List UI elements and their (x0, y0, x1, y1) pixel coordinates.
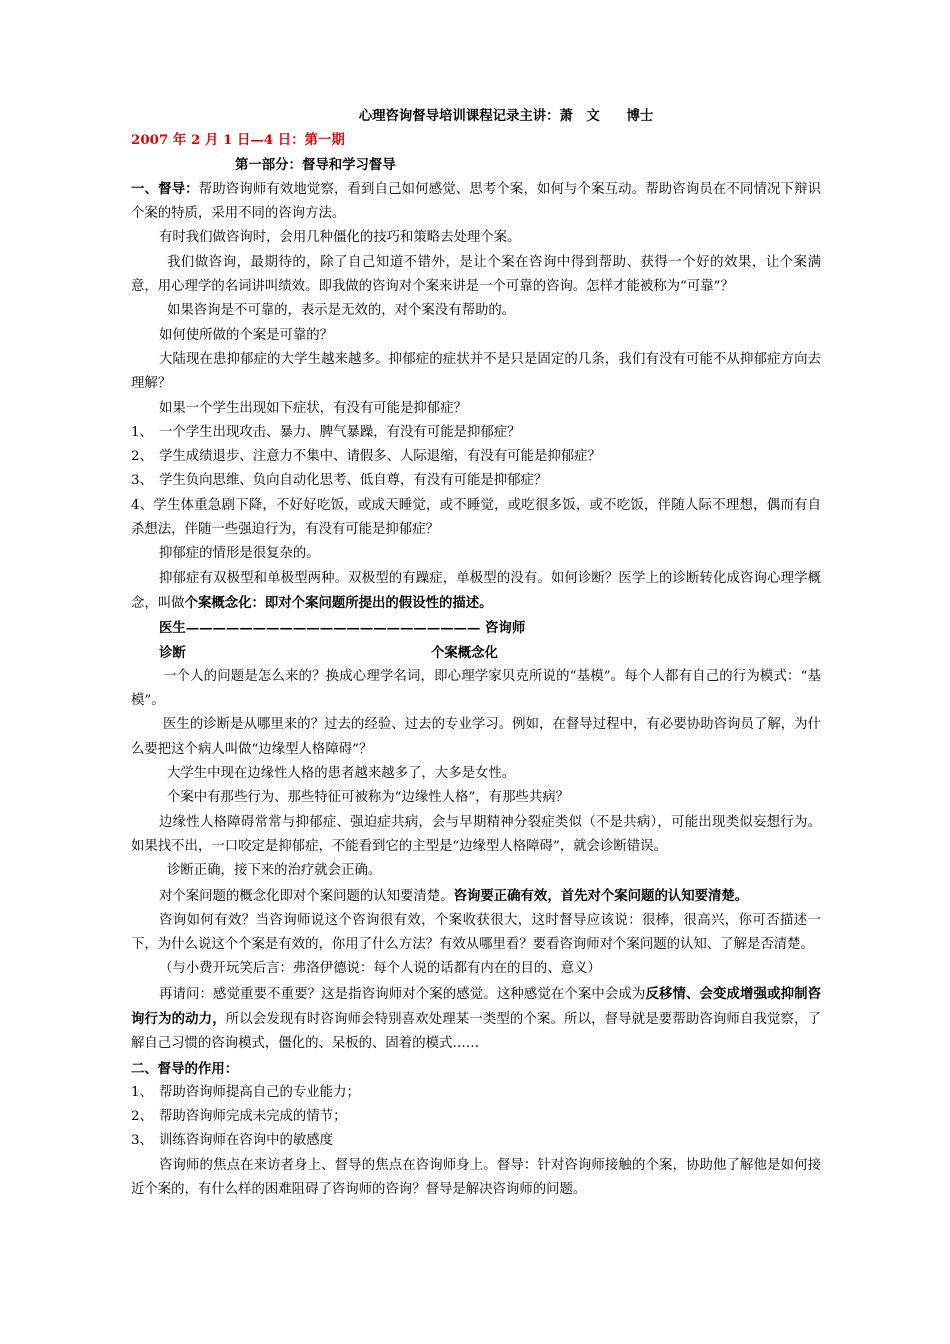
document-page (131, 104, 821, 1202)
list-item: 1、 帮助咨询师提高自己的专业能力； (131, 1084, 360, 1100)
supervision-definition-text: 帮助咨询师有效地觉察，看到自己如何感觉、思考个案，如何与个案互动。帮助咨询员在不同情况下辩识个案的特质，采用不同的咨询方法。 (131, 181, 822, 222)
session-date: 2007 年 2 月 1 日—4 日：第一期 (131, 132, 345, 149)
paragraph: 个案中有那些行为、那些特征可被称为“边缘性人格”，有那些共病？ (167, 790, 570, 806)
heading-supervision: 一、督导： (131, 180, 199, 197)
list-item: 3、 训练咨询师在咨询中的敏感度 (131, 1133, 334, 1149)
section-title: 第一部分：督导和学习督导 (235, 156, 396, 173)
doctor-counselor-comparison: 医生—————————————————————— 咨询师 (159, 620, 526, 637)
list-item: 2、 帮助咨询师完成未完成的情节； (131, 1109, 347, 1125)
paragraph: 如果一个学生出现如下症状，有没有可能是抑郁症？ (159, 400, 467, 416)
paragraph: 有时我们做咨询时，会用几种僵化的技巧和策略去处理个案。 (159, 230, 521, 246)
paragraph: 如何使所做的个案是可靠的？ (159, 327, 334, 343)
paragraph: 大学生中现在边缘性人格的患者越来越多了，大多是女性。 (167, 766, 516, 782)
paragraph: 我们做咨询，最期待的，除了自己知道不错外，是让个案在咨询中得到帮助、获得一个好的效果，让个案满意，用心理学的名词讲叫绩效。即我做的咨询对个案来讲是一个可靠的咨询。怎样才能被称为“可靠”？ (131, 254, 821, 295)
paragraph-case-conceptualization: 抑郁症有双极型和单极型两种。双极型的有躁症，单极型的没有。如何诊断？医学上的诊断转化成咨询心理学概念，叫做个案概念化：即对个案问题所提出的假设性的描述。 (131, 570, 821, 611)
diagnosis-comparison: 诊断 个案概念化 (159, 644, 498, 661)
heading-supervision-roles: 二、督导的作用： (131, 1060, 239, 1077)
paragraph: 一个人的问题是怎么来的？换成心理学名词，即心理学家贝克所说的“基模”。每个人都有自己的行为模式：“基模”。 (131, 668, 821, 709)
paragraph: 医生的诊断是从哪里来的？过去的经验、过去的专业学习。例如，在督导过程中，有必要协助咨询员了解，为什么要把这个病人叫做“边缘型人格障碍”？ (131, 717, 821, 757)
list-item: 4、学生体重急剧下降，不好好吃饭，或成天睡觉，或不睡觉，或吃很多饭，或不吃饭，伴随人际不理想，偶而有自杀想法，伴随一些强迫行为，有没有可能是抑郁症？ (131, 497, 821, 538)
list-item: 2、 学生成绩退步、注意力不集中、请假多、人际退缩，有没有可能是抑郁症？ (131, 449, 601, 465)
paragraph-countertransference: 再请问：感觉重要不重要？这是指咨询师对个案的感觉。这种感觉在个案中会成为反移情、会变成增强或抑制咨询行为的动力，所以会发现有时咨询师会特别喜欢处理某一类型的个案。所以，督导就是要帮助咨询师自我觉察，了解自己习惯的咨询模式，僵化的、呆板的、固着的模式…… (131, 985, 822, 1052)
paragraph: 大陆现在患抑郁症的大学生越来越多。抑郁症的症状并不是只是固定的几条，我们有没有可能不从抑郁症方向去理解？ (131, 351, 821, 392)
list-item: 3、 学生负向思维、负向自动化思考、低自尊，有没有可能是抑郁症？ (131, 473, 548, 489)
paragraph: 边缘性人格障碍常常与抑郁症、强迫症共病，会与早期精神分裂症类似（不是共病），可能出现类似妄想行为。如果找不出，一口咬定是抑郁症，不能看到它的主型是“边缘型人格障碍”，就会诊断错误。 (131, 814, 821, 854)
paragraph: 抑郁症的情形是很复杂的。 (159, 546, 320, 562)
paragraph: 咨询师的焦点在来访者身上、督导的焦点在咨询师身上。督导：针对咨询师接触的个案，协助他了解他是如何接近个案的，有什么样的困难阻碍了咨询师的咨询？督导是解决咨询师的问题。 (131, 1157, 821, 1198)
document-title: 心理咨询督导培训课程记录主讲：萧 文 博士 (358, 108, 654, 124)
paragraph-correct-cognition: 对个案问题的概念化即对个案问题的认知要清楚。咨询要正确有效，首先对个案问题的认知要清楚。 (159, 887, 749, 904)
paragraph: （与小费开玩笑后言：弗洛伊德说：每个人说的话都有内在的目的、意义） (159, 961, 601, 977)
paragraph-supervision-definition (131, 177, 821, 227)
paragraph: 如果咨询是不可靠的，表示是无效的，对个案没有帮助的。 (167, 303, 516, 319)
list-item: 1、 一个学生出现攻击、暴力、脾气暴躁，有没有可能是抑郁症？ (131, 424, 521, 440)
paragraph: 咨询如何有效？当咨询师说这个咨询很有效，个案收获很大，这时督导应该说：很棒，很高兴，你可否描述一下，为什么说这个个案是有效的，你用了什么方法？有效从哪里看？要看咨询师对个案问题的认知、了解是否清楚。 (131, 912, 821, 953)
paragraph: 诊断正确，接下来的治疗就会正确。 (167, 863, 382, 879)
